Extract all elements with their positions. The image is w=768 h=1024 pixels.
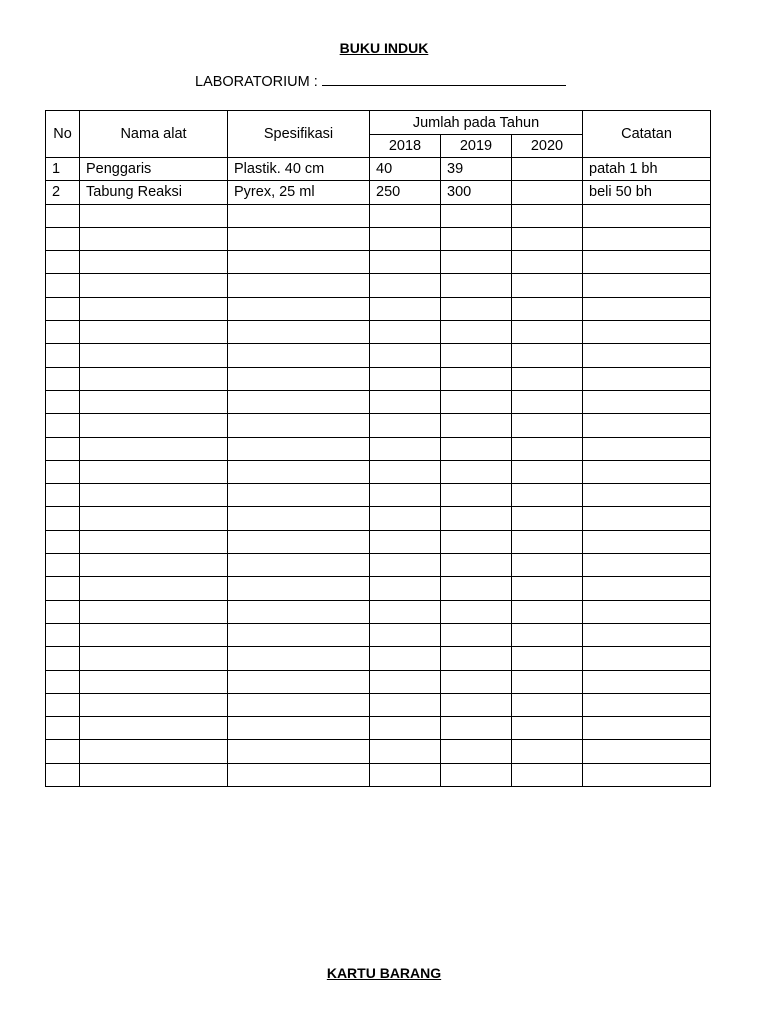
cell-y2018 [370,577,441,600]
document-title: BUKU INDUK [339,40,429,56]
cell-y2018 [370,204,441,227]
cell-spesifikasi [228,251,370,274]
table-row [46,251,711,274]
cell-catatan [583,693,711,716]
table-row [46,693,711,716]
cell-y2020 [512,670,583,693]
cell-catatan [583,507,711,530]
cell-y2020 [512,274,583,297]
header-nama-alat: Nama alat [80,111,228,158]
cell-y2018 [370,693,441,716]
cell-no: 1 [46,158,80,181]
laboratorium-label: LABORATORIUM : [195,74,318,90]
cell-nama: Tabung Reaksi [80,181,228,204]
cell-spesifikasi [228,227,370,250]
cell-nama [80,321,228,344]
cell-y2020 [512,647,583,670]
cell-y2018 [370,670,441,693]
table-row [46,484,711,507]
cell-no [46,647,80,670]
cell-y2018 [370,321,441,344]
cell-catatan [583,321,711,344]
cell-y2019 [441,460,512,483]
laboratorium-line [195,73,566,90]
cell-y2018 [370,297,441,320]
cell-nama [80,740,228,763]
inventory-table [45,110,711,787]
cell-y2019 [441,717,512,740]
cell-nama [80,647,228,670]
table-body [46,158,711,787]
cell-y2019: 39 [441,158,512,181]
cell-catatan: patah 1 bh [583,158,711,181]
header-spesifikasi: Spesifikasi [228,111,370,158]
cell-y2020 [512,717,583,740]
cell-no [46,507,80,530]
cell-y2019 [441,367,512,390]
cell-spesifikasi [228,437,370,460]
cell-y2019 [441,204,512,227]
table-row [46,763,711,786]
cell-y2019 [441,390,512,413]
cell-y2019 [441,530,512,553]
cell-y2020 [512,437,583,460]
cell-catatan [583,577,711,600]
cell-y2020 [512,763,583,786]
cell-y2019 [441,484,512,507]
cell-y2020 [512,693,583,716]
cell-nama [80,367,228,390]
cell-nama [80,414,228,437]
cell-y2018 [370,717,441,740]
table-row [46,437,711,460]
cell-y2018: 250 [370,181,441,204]
table-row [46,158,711,181]
cell-y2020 [512,507,583,530]
cell-spesifikasi [228,623,370,646]
table-row [46,647,711,670]
cell-y2020 [512,158,583,181]
cell-y2020 [512,227,583,250]
cell-no [46,437,80,460]
cell-nama [80,530,228,553]
cell-spesifikasi [228,414,370,437]
cell-catatan [583,204,711,227]
cell-y2019 [441,274,512,297]
cell-no [46,227,80,250]
table-row [46,623,711,646]
cell-catatan [583,530,711,553]
table-header-row [46,111,711,135]
cell-spesifikasi [228,344,370,367]
cell-catatan [583,763,711,786]
cell-spesifikasi [228,484,370,507]
cell-nama [80,717,228,740]
cell-y2019 [441,577,512,600]
cell-nama [80,344,228,367]
cell-spesifikasi [228,763,370,786]
header-year-2018: 2018 [370,135,441,158]
cell-catatan [583,274,711,297]
cell-y2019 [441,344,512,367]
cell-spesifikasi [228,647,370,670]
cell-no [46,344,80,367]
cell-catatan [583,367,711,390]
cell-spesifikasi [228,670,370,693]
table-row [46,181,711,204]
cell-y2020 [512,554,583,577]
cell-spesifikasi [228,717,370,740]
cell-spesifikasi [228,554,370,577]
cell-y2019 [441,437,512,460]
cell-spesifikasi: Pyrex, 25 ml [228,181,370,204]
cell-y2018 [370,647,441,670]
cell-y2020 [512,390,583,413]
cell-catatan: beli 50 bh [583,181,711,204]
cell-no [46,460,80,483]
cell-y2018 [370,623,441,646]
cell-y2019 [441,554,512,577]
cell-nama [80,600,228,623]
cell-catatan [583,414,711,437]
cell-y2020 [512,740,583,763]
header-jumlah-pada-tahun: Jumlah pada Tahun [370,111,583,135]
table-row [46,344,711,367]
cell-catatan [583,623,711,646]
cell-catatan [583,344,711,367]
cell-spesifikasi [228,740,370,763]
cell-no [46,530,80,553]
table-row [46,274,711,297]
cell-y2018 [370,507,441,530]
cell-nama [80,763,228,786]
cell-y2020 [512,344,583,367]
cell-spesifikasi [228,297,370,320]
cell-spesifikasi [228,507,370,530]
cell-nama [80,623,228,646]
cell-y2020 [512,484,583,507]
cell-nama [80,693,228,716]
cell-y2019 [441,251,512,274]
cell-nama [80,577,228,600]
cell-no [46,274,80,297]
table-row [46,227,711,250]
table-row [46,554,711,577]
cell-no [46,763,80,786]
cell-no [46,670,80,693]
cell-y2018 [370,227,441,250]
header-year-2020: 2020 [512,135,583,158]
cell-spesifikasi [228,321,370,344]
cell-y2020 [512,460,583,483]
cell-nama [80,227,228,250]
header-no: No [46,111,80,158]
cell-y2020 [512,204,583,227]
cell-no [46,321,80,344]
cell-y2019 [441,670,512,693]
cell-nama [80,437,228,460]
table-row [46,460,711,483]
table-row [46,204,711,227]
cell-no [46,600,80,623]
cell-y2018 [370,437,441,460]
cell-y2019 [441,693,512,716]
cell-no [46,367,80,390]
cell-no [46,717,80,740]
cell-nama [80,274,228,297]
cell-spesifikasi [228,367,370,390]
table-row [46,321,711,344]
cell-y2020 [512,297,583,320]
cell-y2018 [370,484,441,507]
table-row [46,507,711,530]
cell-catatan [583,390,711,413]
table-row [46,717,711,740]
cell-no [46,693,80,716]
table-row [46,367,711,390]
table-row [46,390,711,413]
cell-y2018 [370,530,441,553]
cell-catatan [583,460,711,483]
cell-catatan [583,227,711,250]
table-row [46,577,711,600]
cell-spesifikasi [228,600,370,623]
cell-y2020 [512,367,583,390]
cell-y2020 [512,414,583,437]
header-year-2019: 2019 [441,135,512,158]
cell-y2019 [441,600,512,623]
cell-catatan [583,740,711,763]
table-row [46,670,711,693]
header-catatan: Catatan [583,111,711,158]
cell-spesifikasi: Plastik. 40 cm [228,158,370,181]
cell-catatan [583,437,711,460]
cell-y2019 [441,740,512,763]
cell-y2020 [512,623,583,646]
cell-nama [80,507,228,530]
cell-y2018 [370,367,441,390]
cell-no [46,740,80,763]
cell-y2018 [370,390,441,413]
table-row [46,600,711,623]
cell-no [46,554,80,577]
cell-y2019 [441,507,512,530]
cell-y2019 [441,297,512,320]
cell-y2020 [512,600,583,623]
table-row [46,530,711,553]
table-row [46,414,711,437]
cell-catatan [583,670,711,693]
table-row [46,297,711,320]
cell-y2019 [441,647,512,670]
cell-no [46,204,80,227]
cell-y2018 [370,600,441,623]
cell-nama: Penggaris [80,158,228,181]
laboratorium-blank-field[interactable] [322,73,566,86]
cell-y2018 [370,763,441,786]
cell-y2019 [441,763,512,786]
cell-no [46,297,80,320]
cell-catatan [583,717,711,740]
cell-y2020 [512,181,583,204]
cell-no [46,577,80,600]
cell-y2019 [441,321,512,344]
cell-nama [80,484,228,507]
cell-no: 2 [46,181,80,204]
cell-catatan [583,297,711,320]
cell-nama [80,251,228,274]
cell-y2020 [512,321,583,344]
cell-y2019: 300 [441,181,512,204]
cell-no [46,484,80,507]
cell-y2018: 40 [370,158,441,181]
cell-y2018 [370,274,441,297]
cell-spesifikasi [228,274,370,297]
cell-no [46,390,80,413]
cell-y2019 [441,414,512,437]
cell-catatan [583,251,711,274]
cell-y2018 [370,414,441,437]
cell-y2018 [370,740,441,763]
cell-y2018 [370,251,441,274]
cell-spesifikasi [228,577,370,600]
cell-no [46,623,80,646]
cell-y2020 [512,251,583,274]
cell-spesifikasi [228,390,370,413]
cell-y2020 [512,577,583,600]
cell-catatan [583,554,711,577]
cell-no [46,251,80,274]
cell-nama [80,460,228,483]
cell-nama [80,554,228,577]
cell-y2019 [441,623,512,646]
cell-y2018 [370,344,441,367]
cell-spesifikasi [228,530,370,553]
table-row [46,740,711,763]
cell-nama [80,390,228,413]
cell-nama [80,297,228,320]
cell-y2019 [441,227,512,250]
cell-catatan [583,484,711,507]
cell-y2018 [370,554,441,577]
cell-spesifikasi [228,460,370,483]
kartu-barang-title: KARTU BARANG [326,965,442,981]
cell-catatan [583,647,711,670]
cell-spesifikasi [228,693,370,716]
cell-y2018 [370,460,441,483]
cell-nama [80,670,228,693]
cell-spesifikasi [228,204,370,227]
cell-catatan [583,600,711,623]
cell-no [46,414,80,437]
cell-nama [80,204,228,227]
cell-y2020 [512,530,583,553]
